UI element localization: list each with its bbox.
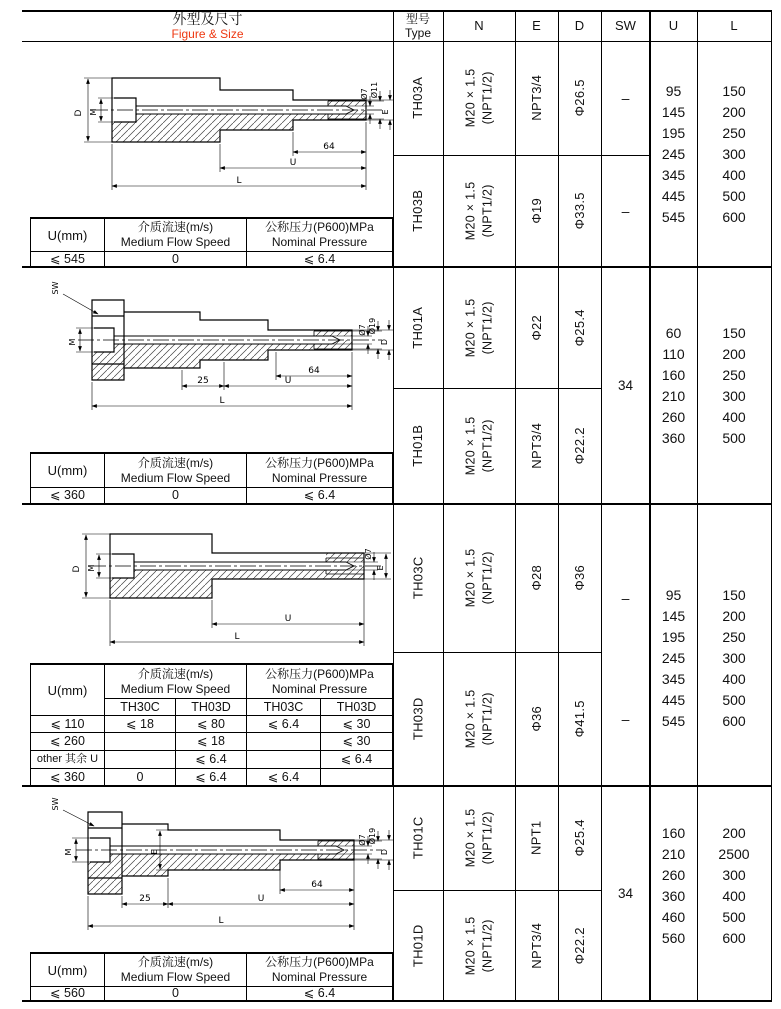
list-value: 2500	[718, 845, 750, 862]
flow-speed-header: 介质流速(m/s) Medium Flow Speed	[104, 665, 246, 698]
flow-table-4	[30, 952, 393, 1001]
u-mm-header: U(mm)	[47, 227, 88, 243]
list-value: 250	[722, 124, 746, 141]
list-value: 300	[722, 866, 746, 883]
d-value: Φ25.4	[571, 308, 587, 347]
type-cell	[393, 652, 443, 786]
list-value: 400	[722, 166, 746, 183]
d-cell	[558, 267, 601, 388]
list-value: 500	[722, 908, 746, 925]
e-value: Φ36	[528, 706, 544, 732]
n-value: M20 × 1.5 (NPT1/2)	[463, 689, 494, 749]
figure-size-en: Figure & Size	[171, 26, 244, 41]
list-value: 600	[722, 712, 746, 729]
type-cell	[393, 155, 443, 267]
type-label: TH03A	[410, 77, 426, 119]
list-value: 545	[661, 208, 686, 225]
list-value: 400	[722, 887, 746, 904]
list-value: 150	[722, 586, 746, 603]
dim-label-l: L	[236, 176, 242, 186]
list-value: 160	[661, 824, 686, 841]
list-value: 195	[661, 124, 686, 141]
table-cell: ⩽ 6.4	[320, 750, 392, 768]
dim-label-u: U	[284, 614, 292, 624]
sw-cell: –	[621, 590, 630, 606]
dim-label-phi19: Ø19	[368, 827, 377, 845]
d-cell	[558, 504, 601, 652]
table-cell: 0	[104, 251, 246, 266]
u-values	[650, 786, 697, 1001]
list-value: 300	[722, 387, 746, 404]
col-header-n: N	[474, 18, 484, 33]
dim-label-25: 25	[197, 376, 209, 386]
list-value: 250	[722, 366, 746, 383]
dim-label-e: E	[150, 849, 159, 855]
type-label: TH03D	[410, 697, 426, 741]
figure-th01cd	[30, 790, 393, 950]
type-cell	[393, 41, 443, 155]
dim-label-phi7: Ø7	[360, 88, 369, 100]
l-values	[697, 41, 771, 267]
list-value: 95	[665, 82, 682, 99]
flow-table-3	[30, 663, 393, 786]
figure-size-zh: 外型及尺寸	[172, 10, 243, 27]
sub-header: TH03D	[175, 698, 246, 715]
type-header-zh: 型号	[405, 11, 430, 26]
table-cell	[104, 732, 175, 750]
type-header-en: Type	[404, 25, 431, 40]
sw-cell: –	[621, 203, 630, 219]
list-value: 210	[661, 387, 686, 404]
dim-label-phi7: Ø7	[358, 834, 367, 846]
n-value: M20 × 1.5 (NPT1/2)	[463, 808, 494, 868]
n-value: M20 × 1.5 (NPT1/2)	[463, 298, 494, 357]
u-values	[650, 504, 697, 786]
list-value: 145	[661, 607, 686, 624]
list-value: 95	[665, 586, 682, 603]
dim-label-phi7: Ø7	[364, 548, 373, 560]
list-value: 400	[722, 670, 746, 687]
table-cell: ⩽ 30	[320, 732, 392, 750]
d-value: Φ22.2	[571, 427, 587, 465]
n-value: M20 × 1.5 (NPT1/2)	[463, 181, 494, 241]
list-value: 500	[722, 429, 746, 446]
col-header-l: L	[730, 18, 738, 33]
e-cell	[515, 155, 558, 267]
list-value: 260	[661, 866, 686, 883]
u-values	[650, 267, 697, 504]
dim-label-phi19: Ø19	[368, 317, 377, 335]
list-value: 360	[661, 429, 686, 446]
table-cell	[104, 750, 175, 768]
d-value: Φ36	[571, 565, 587, 591]
dim-label-m: M	[87, 564, 96, 572]
type-cell	[393, 504, 443, 652]
table-cell: ⩽ 6.4	[175, 768, 246, 785]
list-value: 600	[722, 929, 746, 946]
e-value: NPT3/4	[528, 75, 544, 121]
table-cell: ⩽ 18	[175, 732, 246, 750]
n-cell	[443, 890, 515, 1001]
dim-label-m: M	[89, 108, 98, 116]
pressure-header: 公称压力(P600)MPa Nominal Pressure	[246, 954, 392, 986]
d-value: Φ25.4	[571, 819, 587, 857]
e-cell	[515, 786, 558, 890]
col-header-sw: SW	[615, 18, 636, 33]
n-cell	[443, 504, 515, 652]
dim-label-l: L	[219, 396, 225, 406]
col-header-d: D	[574, 18, 585, 33]
flow-speed-header: 介质流速(m/s) Medium Flow Speed	[104, 454, 246, 487]
figure-th03ab	[30, 46, 393, 212]
d-cell	[558, 388, 601, 504]
list-value: 460	[661, 908, 686, 925]
n-cell	[443, 388, 515, 504]
list-value: 545	[661, 712, 686, 729]
list-value: 360	[661, 887, 686, 904]
table-cell: ⩽ 6.4	[175, 750, 246, 768]
type-label: TH01A	[410, 306, 426, 349]
list-value: 145	[661, 103, 686, 120]
n-cell	[443, 155, 515, 267]
e-cell	[515, 41, 558, 155]
sub-header: TH30C	[104, 698, 175, 715]
d-value: Φ22.2	[571, 926, 587, 965]
sw-cell: 34	[617, 378, 634, 393]
dim-label-m: M	[68, 338, 77, 346]
col-header-u: U	[668, 18, 679, 33]
list-value: 260	[661, 408, 686, 425]
sub-header: TH03D	[320, 698, 392, 715]
table-cell: ⩽ 6.4	[246, 986, 392, 1000]
table-cell: ⩽ 560	[31, 986, 104, 1000]
n-cell	[443, 41, 515, 155]
type-cell	[393, 890, 443, 1001]
d-cell	[558, 155, 601, 267]
table-cell: ⩽ 6.4	[246, 487, 392, 503]
list-value: 245	[661, 145, 686, 162]
pressure-header: 公称压力(P600)MPa Nominal Pressure	[246, 219, 392, 251]
type-cell	[393, 786, 443, 890]
list-value: 500	[722, 187, 746, 204]
flow-speed-header: 介质流速(m/s) Medium Flow Speed	[104, 954, 246, 986]
e-value: Φ19	[528, 198, 544, 224]
table-cell: 0	[104, 986, 246, 1000]
d-cell	[558, 786, 601, 890]
list-value: 445	[661, 187, 686, 204]
dim-label-64: 64	[308, 366, 320, 376]
list-value: 345	[661, 166, 686, 183]
flow-table-1	[30, 217, 393, 267]
l-values	[697, 267, 771, 504]
dim-label-u: U	[284, 376, 292, 386]
col-header-e: E	[532, 18, 541, 33]
dim-label-64: 64	[323, 142, 335, 152]
dim-label-25: 25	[139, 894, 151, 904]
dim-label-sw: SW	[51, 797, 60, 811]
table-cell: 0	[104, 487, 246, 503]
d-value: Φ33.5	[571, 192, 587, 230]
d-value: Φ26.5	[571, 79, 587, 117]
list-value: 500	[722, 691, 746, 708]
table-cell: ⩽ 18	[104, 715, 175, 732]
dim-label-d: D	[380, 848, 389, 856]
sw-cell: 34	[617, 886, 634, 901]
d-value: Φ41.5	[571, 700, 587, 738]
e-cell	[515, 388, 558, 504]
table-cell: ⩽ 260	[31, 732, 104, 750]
e-value: NPT1	[528, 820, 544, 856]
n-cell	[443, 786, 515, 890]
table-cell: ⩽ 360	[31, 768, 104, 785]
list-value: 400	[722, 408, 746, 425]
dim-label-phi7: Ø7	[358, 324, 367, 336]
table-cell	[246, 750, 320, 768]
list-value: 195	[661, 628, 686, 645]
dim-label-d: D	[72, 565, 82, 573]
list-value: 160	[661, 366, 686, 383]
u-mm-header: U(mm)	[47, 682, 88, 698]
list-value: 210	[661, 845, 686, 862]
table-cell: ⩽ 545	[31, 251, 104, 266]
list-value: 200	[722, 345, 746, 362]
sw-cell: –	[621, 711, 630, 727]
list-value: 200	[722, 607, 746, 624]
table-cell: ⩽ 6.4	[246, 768, 320, 785]
sw-cell: –	[621, 90, 630, 106]
list-value: 300	[722, 145, 746, 162]
figure-size-header	[22, 10, 393, 41]
grid-line	[771, 10, 772, 1002]
dim-label-d: D	[74, 109, 84, 117]
list-value: 200	[722, 824, 746, 841]
table-cell	[320, 768, 392, 785]
e-cell	[515, 890, 558, 1001]
e-value: NPT3/4	[528, 423, 544, 469]
e-cell	[515, 267, 558, 388]
figure-th01ab	[30, 272, 393, 450]
list-value: 60	[665, 324, 682, 341]
type-label: TH01B	[410, 425, 426, 467]
list-value: 445	[661, 691, 686, 708]
n-cell	[443, 267, 515, 388]
list-value: 600	[722, 208, 746, 225]
flow-speed-header: 介质流速(m/s) Medium Flow Speed	[104, 219, 246, 251]
list-value: 300	[722, 649, 746, 666]
sub-header: TH03C	[246, 698, 320, 715]
dim-label-e: E	[381, 109, 390, 115]
n-value: M20 × 1.5 (NPT1/2)	[463, 68, 494, 128]
list-value: 345	[661, 670, 686, 687]
type-label: TH01C	[410, 816, 426, 860]
table-cell: other 其余 U	[31, 750, 104, 768]
dim-label-e: E	[376, 565, 385, 571]
type-cell	[393, 388, 443, 504]
type-cell	[393, 267, 443, 388]
list-value: 245	[661, 649, 686, 666]
dim-label-u: U	[289, 158, 297, 168]
pressure-header: 公称压力(P600)MPa Nominal Pressure	[246, 665, 392, 698]
list-value: 110	[662, 345, 685, 362]
table-cell: ⩽ 6.4	[246, 251, 392, 266]
list-value: 150	[722, 324, 746, 341]
flow-table-2	[30, 452, 393, 504]
type-label: TH03C	[410, 556, 426, 600]
u-mm-header: U(mm)	[47, 463, 88, 478]
dim-label-l: L	[234, 632, 240, 642]
table-cell: 0	[104, 768, 175, 785]
dim-label-sw: SW	[51, 281, 60, 295]
type-label: TH01D	[410, 924, 426, 967]
table-cell: ⩽ 360	[31, 487, 104, 503]
table-cell: ⩽ 80	[175, 715, 246, 732]
pressure-header: 公称压力(P600)MPa Nominal Pressure	[246, 454, 392, 487]
e-value: Φ22	[528, 314, 544, 341]
dim-label-d: D	[380, 338, 389, 346]
figure-th03cd	[30, 508, 393, 658]
list-value: 200	[722, 103, 746, 120]
e-value: NPT3/4	[528, 922, 544, 969]
l-values	[697, 504, 771, 786]
d-cell	[558, 652, 601, 786]
d-cell	[558, 41, 601, 155]
u-mm-header: U(mm)	[47, 962, 88, 978]
list-value: 560	[661, 929, 686, 946]
dim-label-m: M	[64, 848, 73, 856]
type-label: TH03B	[410, 190, 426, 232]
type-column-header	[393, 10, 443, 41]
dim-label-l: L	[218, 916, 224, 926]
e-cell	[515, 504, 558, 652]
n-value: M20 × 1.5 (NPT1/2)	[463, 416, 494, 476]
table-cell: ⩽ 30	[320, 715, 392, 732]
list-value: 250	[722, 628, 746, 645]
e-value: Φ28	[528, 565, 544, 591]
dim-label-64: 64	[311, 880, 323, 890]
d-cell	[558, 890, 601, 1001]
table-cell: ⩽ 110	[31, 715, 104, 732]
table-cell	[246, 732, 320, 750]
l-values	[697, 786, 771, 1001]
e-cell	[515, 652, 558, 786]
u-values	[650, 41, 697, 267]
n-value: M20 × 1.5 (NPT1/2)	[463, 916, 494, 975]
dim-label-phi11: Ø11	[370, 81, 379, 99]
n-cell	[443, 652, 515, 786]
table-cell: ⩽ 6.4	[246, 715, 320, 732]
n-value: M20 × 1.5 (NPT1/2)	[463, 548, 494, 608]
list-value: 150	[722, 82, 746, 99]
dim-label-u: U	[257, 894, 265, 904]
